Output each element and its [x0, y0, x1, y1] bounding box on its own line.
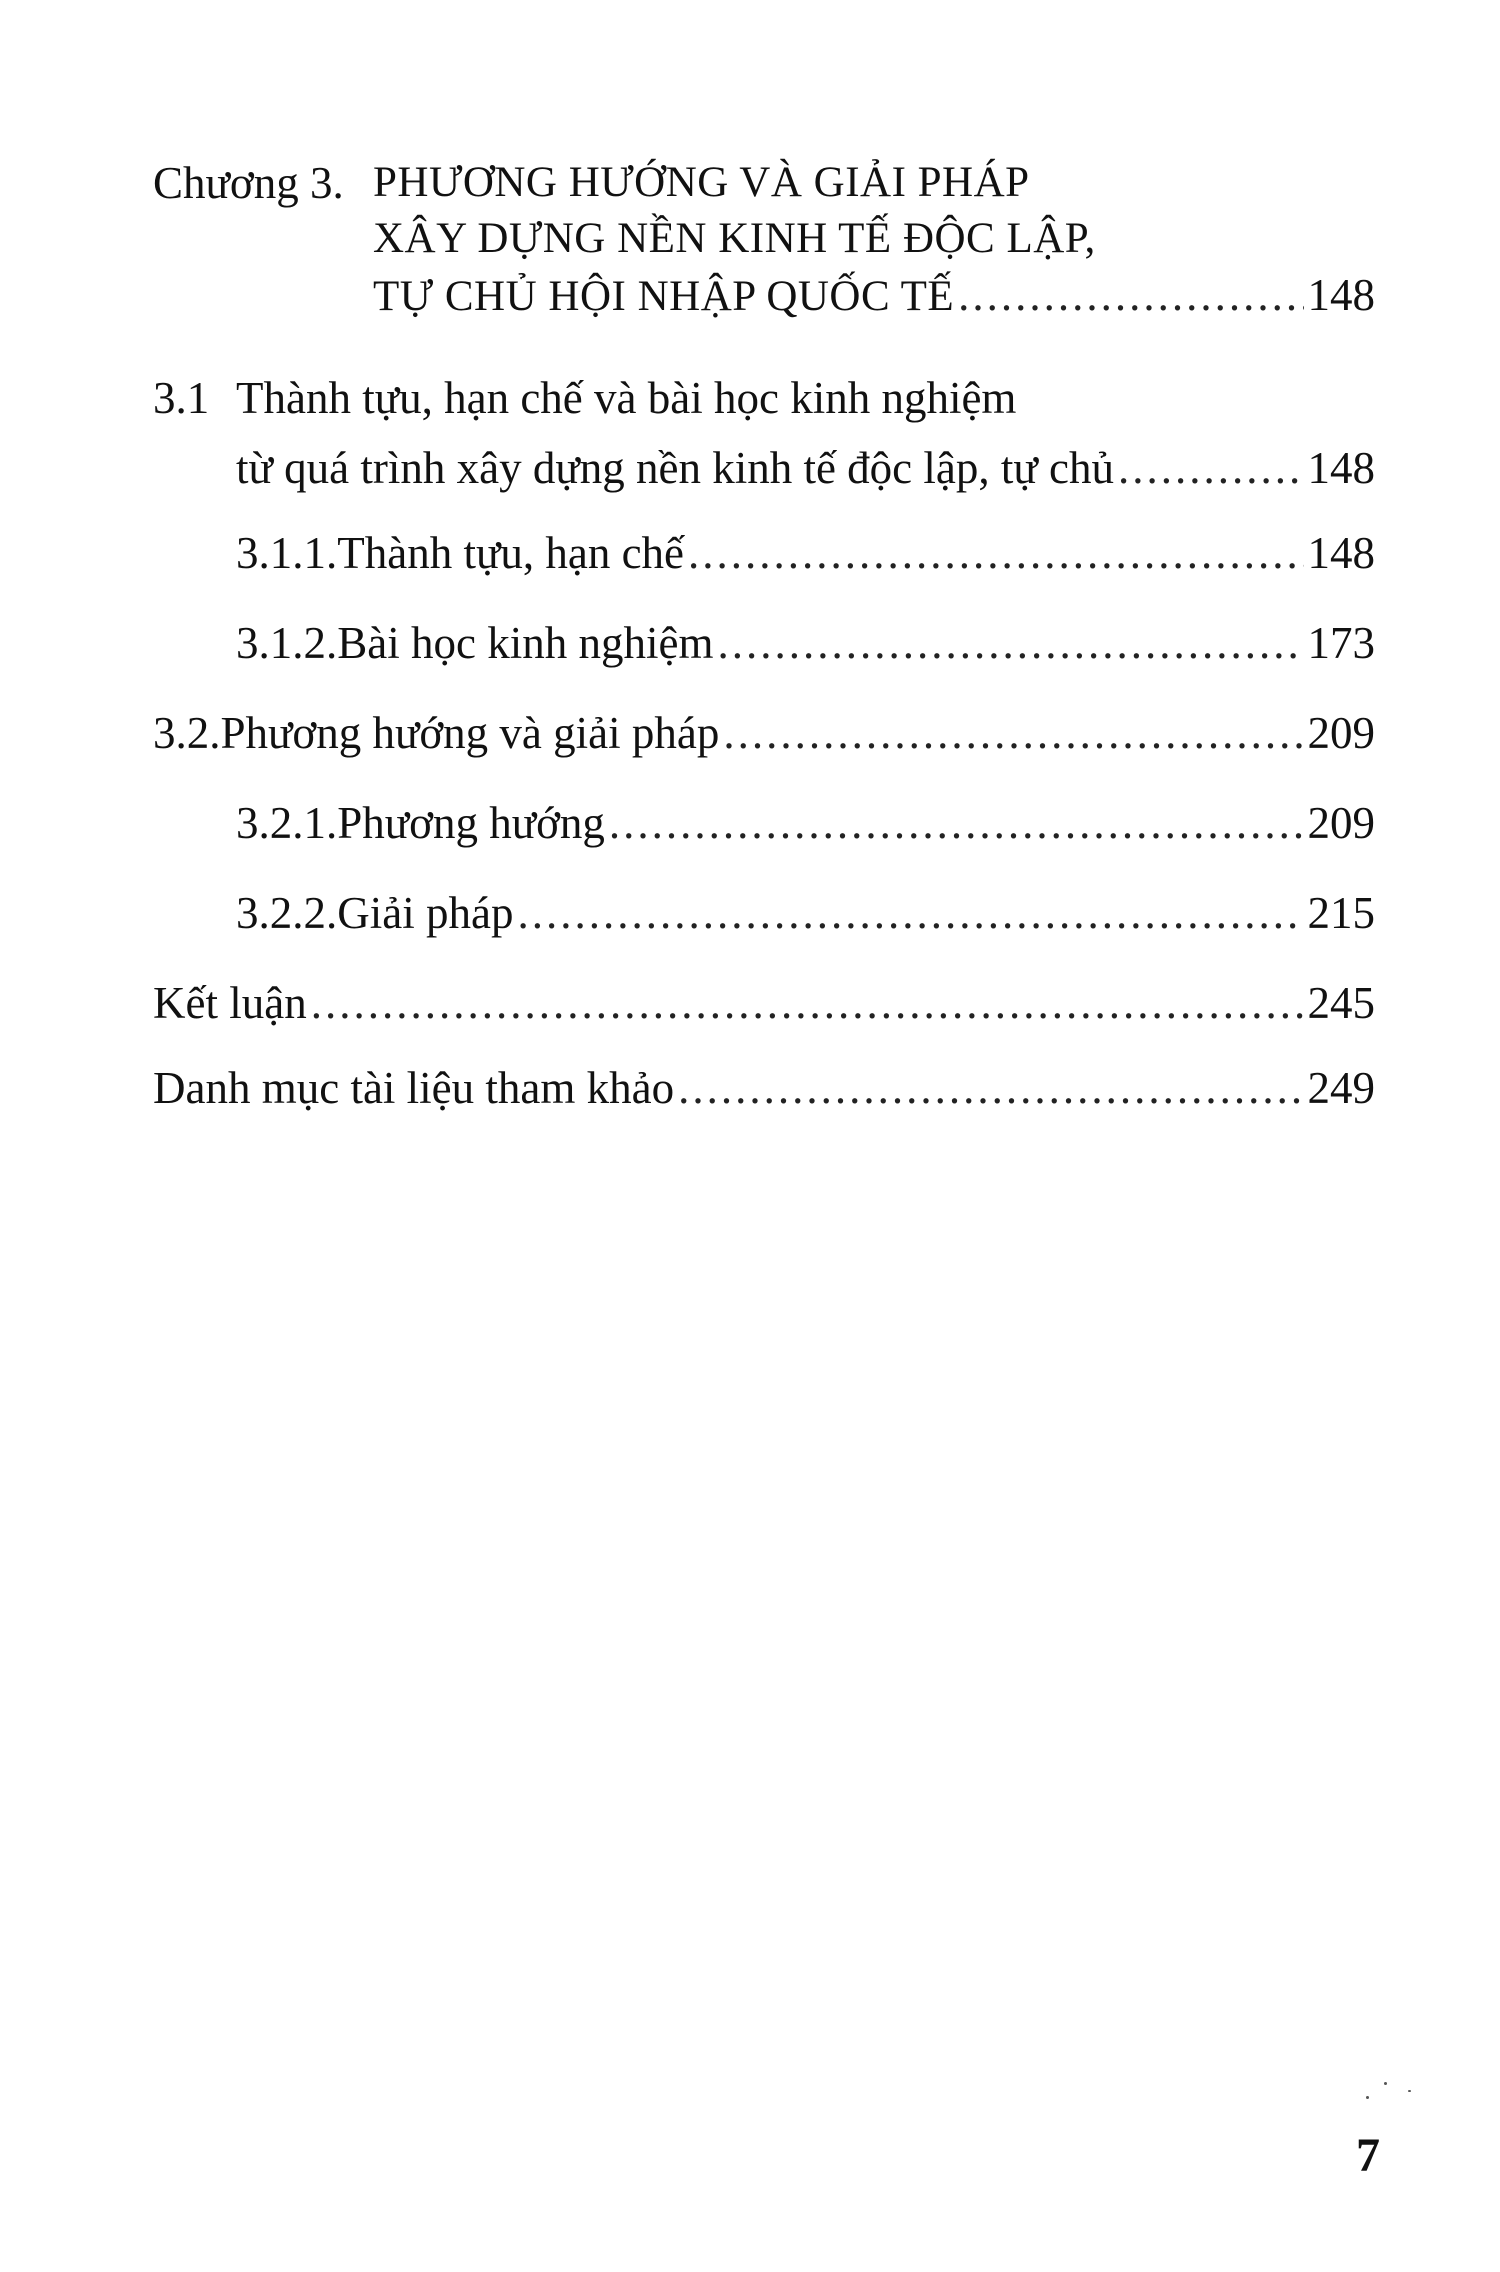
entry-page-number: 148	[1307, 443, 1375, 493]
page-number: 7	[1356, 2129, 1380, 2182]
entry-title: Phương hướng và giải pháp	[220, 708, 720, 758]
entry-page-number: 173	[1307, 618, 1375, 668]
entry-title: Thành tựu, hạn chế	[337, 528, 685, 578]
chapter-title-line-3: TỰ CHỦ HỘI NHẬP QUỐC TẾ	[373, 273, 955, 320]
dot-leader	[609, 795, 1304, 851]
chapter-label: Chương 3.	[153, 158, 344, 208]
toc-entry-3-2-1[interactable]	[236, 795, 1375, 851]
entry-number: 3.2.	[153, 708, 221, 758]
toc-entry-3-1[interactable]	[236, 440, 1375, 496]
dot-leader	[517, 885, 1303, 941]
entry-title: Kết luận	[153, 978, 307, 1028]
entry-title: Bài học kinh nghiệm	[337, 618, 714, 668]
dot-leader	[688, 525, 1303, 581]
entry-page-number: 209	[1307, 798, 1375, 848]
entry-page-number: 249	[1307, 1063, 1375, 1113]
entry-title: Phương hướng	[337, 798, 605, 848]
scan-speck	[1384, 2082, 1387, 2085]
chapter-title-line-2: XÂY DỰNG NỀN KINH TẾ ĐỘC LẬP,	[373, 215, 1096, 262]
dot-leader	[723, 705, 1303, 761]
chapter-title-line-3-row[interactable]	[373, 267, 1375, 325]
toc-entry-3-1-2[interactable]	[236, 615, 1375, 671]
dot-leader	[958, 267, 1303, 323]
toc-entry-3-2-2[interactable]	[236, 885, 1375, 941]
toc-entry-conclusion[interactable]	[153, 975, 1375, 1031]
dot-leader	[1118, 440, 1304, 496]
entry-page-number: 215	[1307, 888, 1375, 938]
dot-leader	[311, 975, 1304, 1031]
scan-speck	[1366, 2096, 1369, 2099]
entry-number: 3.1.1.	[236, 528, 338, 578]
dot-leader	[678, 1060, 1303, 1116]
chapter-title	[373, 155, 1373, 267]
entry-title: Danh mục tài liệu tham khảo	[153, 1063, 675, 1113]
entry-page-number: 209	[1307, 708, 1375, 758]
chapter-page-number: 148	[1307, 270, 1375, 320]
toc-entry-3-2[interactable]	[153, 705, 1375, 761]
entry-title-line-2: từ quá trình xây dựng nền kinh tế độc lập, tự chủ	[236, 443, 1114, 493]
scan-speck	[1408, 2090, 1411, 2092]
entry-title-line-1: Thành tựu, hạn chế và bài học kinh nghiệm	[236, 373, 1017, 423]
entry-number: 3.2.2.	[236, 888, 338, 938]
entry-number: 3.2.1.	[236, 798, 338, 848]
toc-entry-3-1-1[interactable]	[236, 525, 1375, 581]
entry-page-number: 148	[1307, 528, 1375, 578]
entry-title: Giải pháp	[337, 888, 514, 938]
toc-entry-references[interactable]	[153, 1060, 1375, 1116]
entry-number: 3.1.2.	[236, 618, 338, 668]
entry-number: 3.1	[153, 373, 210, 423]
dot-leader	[717, 615, 1303, 671]
chapter-title-line-1: PHƯƠNG HƯỚNG VÀ GIẢI PHÁP	[373, 159, 1030, 206]
entry-page-number: 245	[1307, 978, 1375, 1028]
